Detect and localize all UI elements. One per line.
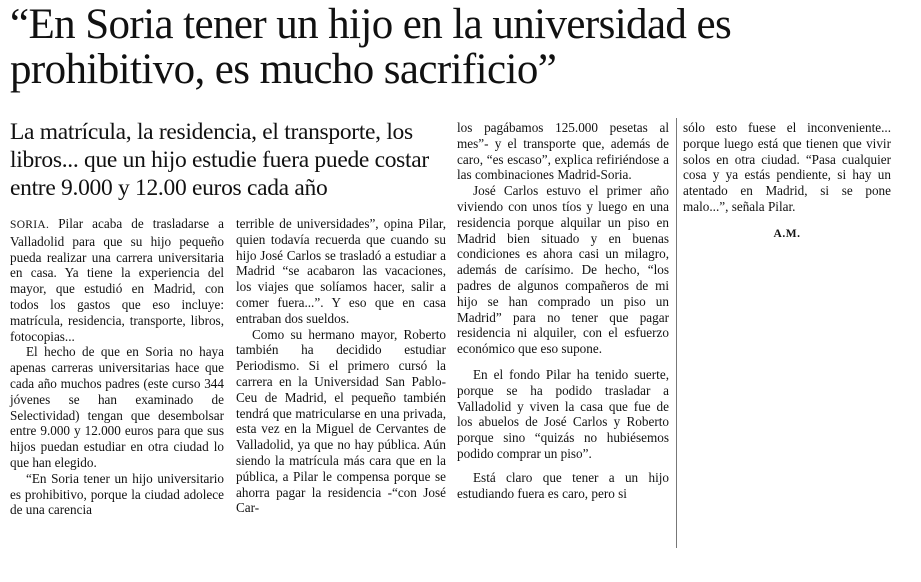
page-bottom-margin: [0, 566, 921, 582]
subheadline: La matrícula, la residencia, el transporte, los libros... que un hijo estudie fuera puede costar entre 9.000 y 12.00 euros cada año: [10, 119, 429, 201]
column-divider: [676, 118, 677, 548]
paragraph: sólo esto fuese el inconveniente... porque luego está que tienen que vivir solos en otra ciudad. “Pasa cualquier cosa y ya estás pendiente, si hay un atentado en Madrid, si se pone malo...”, señala Pilar.: [683, 120, 891, 214]
headline: “En Soria tener un hijo en la universidad es prohibitivo, es mucho sacrificio”: [10, 1, 732, 93]
paragraph: [10, 216, 224, 344]
article-column-3: [457, 120, 669, 501]
article-column-4: [683, 120, 891, 243]
article-column-1: [10, 216, 224, 518]
author-signature: A.M.: [773, 227, 801, 240]
paragraph: Está claro que tener a un hijo estudiando fuera es caro, pero si: [457, 469, 669, 501]
dateline: SORIA.: [10, 219, 50, 231]
paragraph: los pagábamos 125.000 pesetas al mes”- y el transporte que, además de caro, “es escaso”, explica refiriéndose a las combinaciones Madrid-Soria.: [457, 120, 669, 183]
paragraph: En el fondo Pilar ha tenido suerte, porque se ha podido trasladar a Valladolid y viven la casa que fue de los abuelos de José Carlos y Roberto porque sino “quizás no hubiésemos podido comprar un piso”.: [457, 366, 669, 461]
article-column-2: [236, 216, 446, 516]
paragraph: terrible de universidades”, opina Pilar, quien todavía recuerda que cuando su hijo José Carlos se trasladó a estudiar a Madrid “se acabaron las vacaciones, los viajes que solíamos hacer, salir a comer fuera...”. Y eso que en casa entraban dos sueldos.: [236, 216, 446, 326]
paragraph: El hecho de que en Soria no haya apenas carreras universitarias hace que cada año muchos padres (este curso 344 jóvenes se han examinado de Selectividad) tengan que desembolsar entre 9.000 y 12.000 euros para que sus hijos puedan estudiar en otra ciudad lo que han elegido.: [10, 344, 224, 470]
paragraph: José Carlos estuvo el primer año viviendo con unos tíos y luego en una residencia porque alquilar un piso en Madrid bien situado y en buenas condiciones es ahora casi un milagro, además de carísimo. De hecho, “los padres de algunos compañeros de mi hijo se han comprado un piso un Madrid” para no tener que pagar residencia ni alquiler, con el esfuerzo económico que eso supone.: [457, 183, 669, 357]
paragraph: “En Soria tener un hijo universitario es prohibitivo, porque la ciudad adolece de una carencia: [10, 470, 224, 518]
paragraph: Como su hermano mayor, Roberto también ha decidido estudiar Periodismo. Si el primero cursó la carrera en la Universidad San Pablo-Ceu de Madrid, el pequeño también tendrá que matricularse en una privada, esta vez en la Miguel de Cervantes de Valladolid, ya que no hay pública. Aún siendo la matrícula más cara que en la pública, a Pilar le compensa porque se ahorra pagar la residencia -“con José Car-: [236, 326, 446, 516]
paragraph-text: Pilar acaba de trasladarse a Valladolid para que su hijo pequeño pueda realizar una carrera universitaria en casa. Ya tiene la experiencia del mayor, que estudió en Madrid, con todos los gastos que eso incluye: matrícula, residencia, transporte, libros, fotocopias...: [10, 216, 224, 344]
